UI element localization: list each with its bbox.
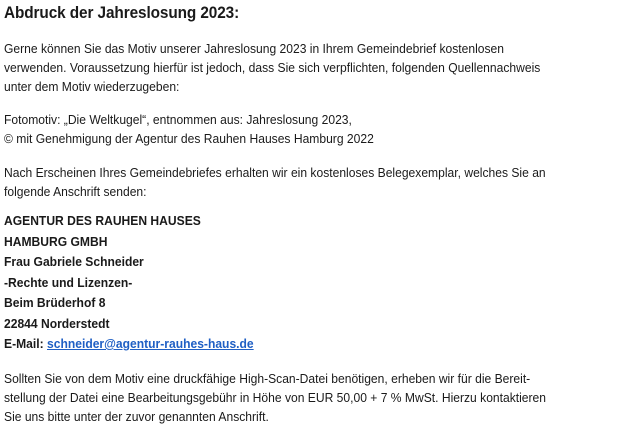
email-link[interactable]: schneider@agentur-rauhes-haus.de <box>47 336 254 351</box>
city: 22844 Norderstedt <box>4 315 110 331</box>
department: -Rechte und Lizenzen- <box>4 274 133 290</box>
street: Beim Brüderhof 8 <box>4 295 106 310</box>
contact-person: Frau Gabriele Schneider <box>4 254 144 269</box>
intro-paragraph <box>4 39 540 96</box>
hires-line: Sie uns bitte unter der zuvor genannten Anschrift. <box>4 409 269 424</box>
intro-line: verwenden. Voraussetzung hierfür ist jedoch, dass Sie sich verpflichten, folgenden Quellennachweis <box>4 60 541 75</box>
copy-request-line: Nach Erscheinen Ihres Gemeindebriefes erhalten wir ein kostenloses Belegexemplar, welches Sie an <box>4 165 546 180</box>
hires-paragraph <box>4 369 546 426</box>
intro-line: Gerne können Sie das Motiv unserer Jahreslosung 2023 in Ihrem Gemeindebrief kostenlosen <box>4 41 505 56</box>
copy-request-line: folgende Anschrift senden: <box>4 184 147 199</box>
hires-line: Sollten Sie von dem Motiv eine druckfähige High-Scan-Datei benötigen, erheben wir für die Bereit- <box>4 371 531 386</box>
credit-line: © mit Genehmigung der Agentur des Rauhen Hauses Hamburg 2022 <box>4 131 374 146</box>
copy-request-paragraph <box>4 163 546 201</box>
company-name-line1: AGENTUR DES RAUHEN HAUSES <box>4 213 201 228</box>
company-name-line2: HAMBURG GMBH <box>4 233 108 249</box>
page-title: Abdruck der Jahreslosung 2023: <box>4 4 240 22</box>
credit-paragraph <box>4 110 374 148</box>
email-label: E-Mail: <box>4 336 44 351</box>
postal-address <box>4 211 254 355</box>
hires-line: stellung der Datei eine Bearbeitungsgebühr in Höhe von EUR 50,00 + 7 % MwSt. Hierzu kontaktieren <box>4 390 547 405</box>
intro-line: unter dem Motiv wiederzugeben: <box>4 79 180 94</box>
credit-line: Fotomotiv: „Die Weltkugel“, entnommen aus: Jahreslosung 2023, <box>4 112 352 127</box>
email-row <box>4 334 254 355</box>
